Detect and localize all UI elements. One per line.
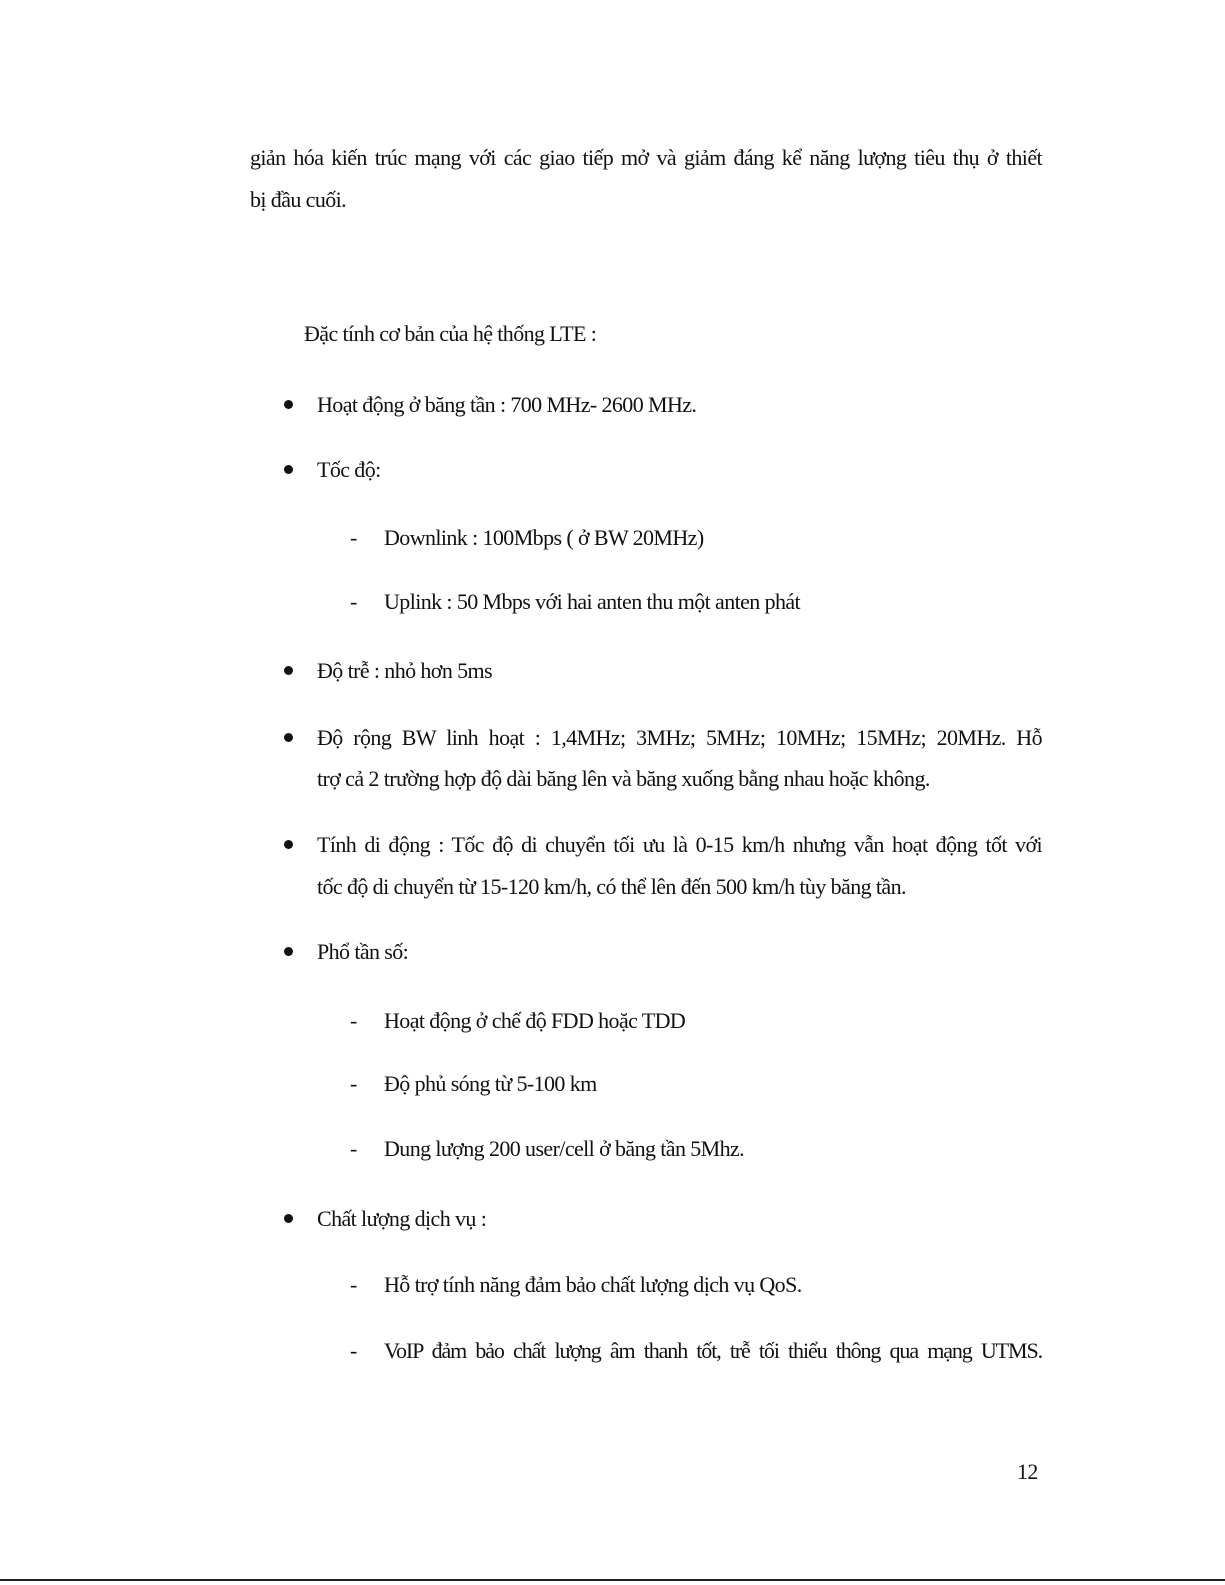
bullet-speed: Tốc độ: <box>317 457 381 482</box>
bullet-dot <box>284 400 293 409</box>
sub-item-qos-support: Hỗ trợ tính năng đảm bảo chất lượng dịch vụ QoS. <box>384 1272 802 1297</box>
bullet-dot <box>284 1214 293 1223</box>
dash-marker: - <box>350 1071 357 1096</box>
bottom-edge-rule <box>0 1579 1225 1581</box>
sub-item-fdd-tdd: Hoạt động ở chế độ FDD hoặc TDD <box>384 1008 686 1033</box>
sub-item-coverage: Độ phủ sóng từ 5-100 km <box>384 1071 597 1096</box>
sub-item-downlink: Downlink : 100Mbps ( ở BW 20MHz) <box>384 525 704 550</box>
sub-item-voip: VoIP đảm bảo chất lượng âm thanh tốt, trễ tối thiểu thông qua mạng UTMS. <box>384 1338 1042 1363</box>
intro-line-2: bị đầu cuối. <box>250 187 347 212</box>
bullet-latency: Độ trễ : nhỏ hơn 5ms <box>317 658 493 683</box>
bullet-mobility-line-2: tốc độ di chuyển từ 15-120 km/h, có thể lên đến 500 km/h tùy băng tần. <box>317 874 906 899</box>
sub-item-capacity: Dung lượng 200 user/cell ở băng tần 5Mhz. <box>384 1136 745 1161</box>
dash-marker: - <box>350 1136 357 1161</box>
dash-marker: - <box>350 1008 357 1033</box>
bullet-band: Hoạt động ở băng tần : 700 MHz- 2600 MHz. <box>317 392 697 417</box>
bullet-dot <box>284 947 293 956</box>
bullet-dot <box>284 465 293 474</box>
bullet-qos: Chất lượng dịch vụ : <box>317 1206 487 1231</box>
sub-item-uplink: Uplink : 50 Mbps với hai anten thu một anten phát <box>384 589 801 614</box>
bullet-bandwidth-line-2: trợ cả 2 trường hợp độ dài băng lên và băng xuống bằng nhau hoặc không. <box>317 766 930 791</box>
dash-marker: - <box>350 525 357 550</box>
dash-marker: - <box>350 589 357 614</box>
bullet-spectrum: Phổ tần số: <box>317 939 409 964</box>
section-heading: Đặc tính cơ bản của hệ thống LTE : <box>304 321 597 346</box>
bullet-mobility-line-1: Tính di động : Tốc độ di chuyển tối ưu là 0-15 km/h nhưng vẫn hoạt động tốt với <box>317 832 1042 857</box>
dash-marker: - <box>350 1338 357 1363</box>
dash-marker: - <box>350 1272 357 1297</box>
bullet-dot <box>284 840 293 849</box>
bullet-dot <box>284 666 293 675</box>
intro-line-1: giản hóa kiến trúc mạng với các giao tiếp mở và giảm đáng kể năng lượng tiêu thụ ở thiết <box>250 145 1042 170</box>
bullet-dot <box>284 733 293 742</box>
bullet-bandwidth-line-1: Độ rộng BW linh hoạt : 1,4MHz; 3MHz; 5MHz; 10MHz; 15MHz; 20MHz. Hỗ <box>317 725 1042 750</box>
page-number: 12 <box>1017 1459 1038 1484</box>
